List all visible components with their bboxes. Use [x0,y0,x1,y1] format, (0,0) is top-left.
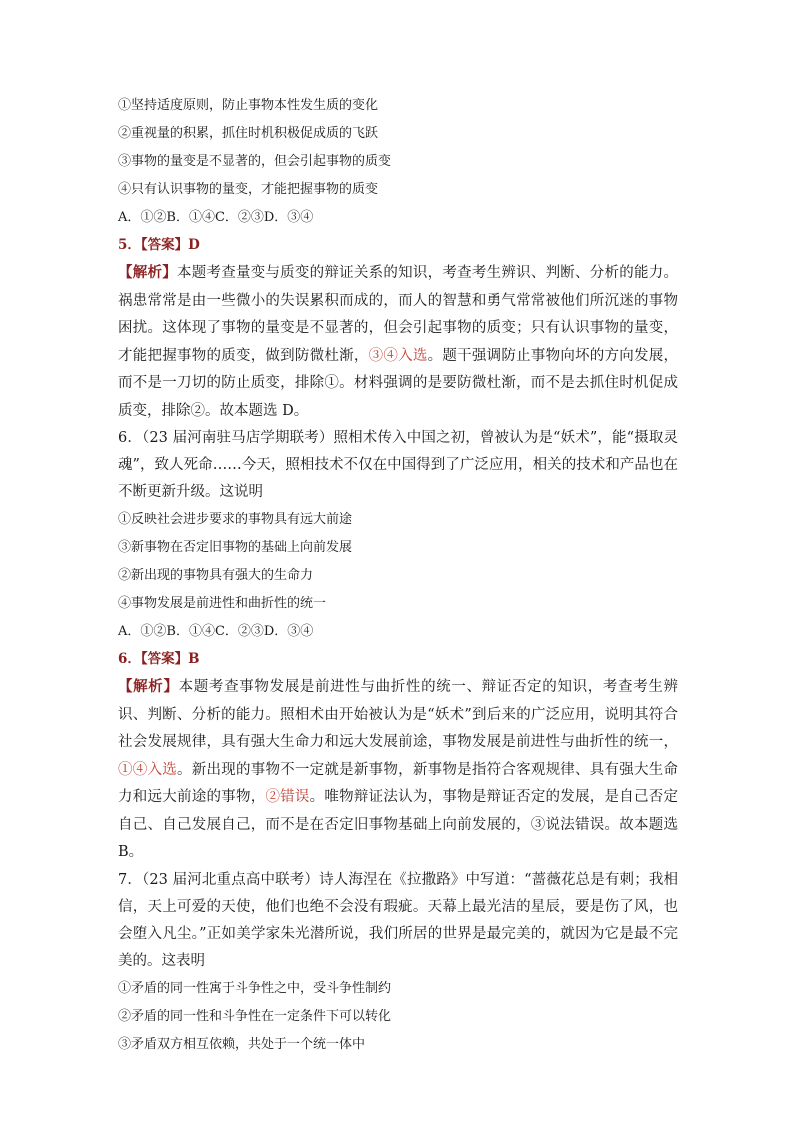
document-page [118,92,678,1059]
q5-choices: A．①②B．①④C．②③D．③④ [118,210,314,225]
analysis-tag: 【解析】 [118,264,177,281]
option-item: ②新出现的事物具有强大的生命力 [118,568,314,583]
option-item: ③新事物在否定旧事物的基础上向前发展 [118,540,353,555]
q5-analysis [118,259,678,425]
q6-stem: 6．（23 届河南驻马店学期联考）照相术传入中国之初，曾被认为是“妖术”，能“摄取灵魂”，致人死命……今天，照相技术不仅在中国得到了广泛应用，相关的技术和产品也在不断更新升级。这说明 [118,430,678,500]
option-item: ①矛盾的同一性寓于斗争性之中，受斗争性制约 [118,980,392,996]
analysis-highlight: ③④入选 [368,347,428,364]
analysis-text: 本题考查量变与质变的辩证关系的知识，考查考生辨识、判断、分析的能力。祸患常常是由一些微小的失误累积而成的，而人的智慧和勇气常常被他们所沉迷的事物困扰。这体现了事物的量变是不显著的，但会引起事物的质变；只有认识事物的量变，才能把握事物的质变，做到防微杜渐， [118,265,679,364]
q6-choices: A．①②B．①④C．②③D．③④ [118,624,314,639]
option-item: ②矛盾的同一性和斗争性在一定条件下可以转化 [118,1008,392,1024]
analysis-text: 。新出现的事物不一定就是新事物，新事物是指符合客观规律、具有强大生命力和远大前途的事物， [118,761,679,805]
q5-answer: 5．【答案】D [118,237,200,253]
q6-options [118,506,678,618]
analysis-text: 。题干强调防止事物向坏的方向发展，而不是一刀切的防止质变，排除①。材料强调的是要防微杜渐，而不是去抓住时机促成质变，排除②。故本题选 D。 [118,347,679,419]
option-item: ④只有认识事物的量变，才能把握事物的质变 [118,182,379,197]
q7-stem: 7．（23 届河北重点高中联考）诗人海涅在《拉撒路》中写道：“蔷薇花总是有刺；我相信，天上可爱的天使，他们也绝不会没有瑕疵。天幕上最光洁的星辰，要是伤了风，也会堕入凡尘。”正如美学家朱光潜所说，我们所居的世界是最完美的，就因为它是最不完美的。这表明 [118,871,678,969]
analysis-text: 本题考查事物发展是前进性与曲折性的统一、辩证否定的知识，考查考生辨识、判断、分析的能力。照相术由开始被认为是“妖术”到后来的广泛应用，说明其符合社会发展规律，具有强大生命力和远大发展前途，事物发展是前进性与曲折性的统一， [118,679,679,750]
option-item: ①反映社会进步要求的事物具有远大前途 [118,512,353,527]
option-item: ④事物发展是前进性和曲折性的统一 [118,596,327,611]
q7-options [118,975,678,1059]
option-item: ②重视量的积累，抓住时机积极促成质的飞跃 [118,126,379,141]
analysis-tag: 【解析】 [118,678,179,695]
q5-options [118,92,678,204]
analysis-highlight: ②错误 [265,789,310,805]
option-item: ③事物的量变是不显著的，但会引起事物的质变 [118,154,392,169]
q6-analysis [118,673,678,867]
option-item: ③矛盾双方相互依赖，共处于一个统一体中 [118,1036,366,1052]
q6-answer: 6．【答案】B [118,651,200,667]
option-item: ①坚持适度原则，防止事物本性发生质的变化 [118,98,379,113]
analysis-highlight: ①④入选 [118,761,177,778]
analysis-text: 。唯物辩证法认为，事物是辩证否定的发展，是自己否定自己、自己发展自己，而不是在否定旧事物基础上向前发展的，③说法错误。故本题选 B。 [118,789,679,860]
